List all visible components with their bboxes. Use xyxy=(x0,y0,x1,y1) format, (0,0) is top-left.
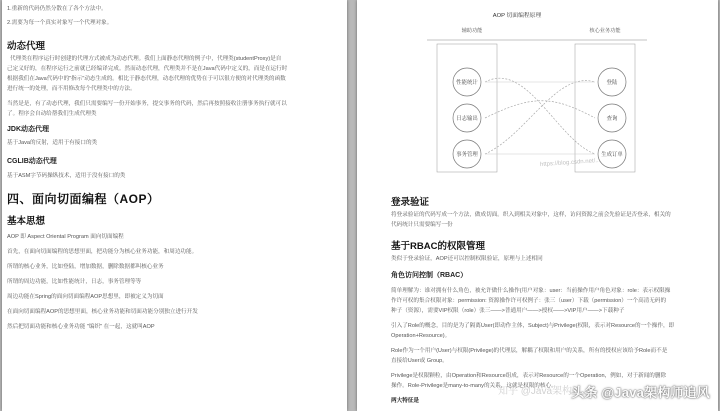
diagram-left-column-label: 辅助功能 xyxy=(461,28,483,34)
aop-line: 周边功能在Spring的面向切面编程AOP思想里，即被定义为切面 xyxy=(7,294,164,300)
rbac-footer-bold: 两大特征是 xyxy=(391,398,419,404)
diagram-node-label: 性能统计 xyxy=(456,80,478,86)
intro-line-2: 2.需要为每一个真实对象写一个代理对象。 xyxy=(7,20,113,26)
diagram-node-label: 查询 xyxy=(606,116,618,122)
aop-line: 所谓的周边功能，比如性能统计，日志，事务管理等等 xyxy=(7,279,142,285)
dynamic-proxy-heading: 动态代理 xyxy=(7,41,46,52)
intro-line-1: 1.重新的代码仍然分散在了各个方法中。 xyxy=(7,6,107,12)
rbac-paragraph-line: 引入了Role的概念，目的是为了隔离User(即动作主体，Subject)与Privilege(权限，表示对Resource的一个操作，即 xyxy=(391,323,675,329)
diagram-node-label: 生成订单 xyxy=(601,152,623,158)
rbac-paragraph-line: Operation+Resource)。 xyxy=(391,333,451,339)
aop-line: AOP 即 Aspect Oriental Program 面向切面编程 xyxy=(7,234,124,240)
diagram-title: AOP 切面编程原理 xyxy=(492,13,542,19)
login-heading: 登录验证 xyxy=(391,197,430,208)
aop-line: 首先，在面向切面编程的思想里面，把功能分为核心业务功能，和周边功能。 xyxy=(7,249,198,255)
cglib-proxy-heading: CGLIB动态代理 xyxy=(7,158,57,165)
rbac-paragraph-line: 种子（资源），需要VIP权限（role）张三——>普通用户——>授权——>VIP用户——>下载种子 xyxy=(391,308,625,314)
diagram-node-label: 登陆 xyxy=(606,80,618,86)
dynamic-proxy-paragraph-line: 进行统一的处理，而不用修改每个代理类中的方法。 xyxy=(7,86,136,92)
rbac-paragraph-line: 简单理解为：谁对拥有什么角色，被允许做什么操作(用户对象：user：当前操作用户角色对象：role：表示权限操 xyxy=(391,288,671,294)
rbac-heading: 基于RBAC的权限管理 xyxy=(391,241,485,252)
rbac-line: 类似于登录验证，AOP还可以控制权限验证，原理与上述相同 xyxy=(391,256,543,262)
diagram-right-column-label: 核心业务功能 xyxy=(589,28,621,34)
dynamic-proxy-summary-line: 了。程序会自动给帮我们生成代理类 xyxy=(7,111,97,117)
diagram-connector xyxy=(485,81,595,154)
author-watermark: 头条 @Java架构师追风 xyxy=(571,385,710,400)
diagram-url-watermark: https://blog.csdn.net/... xyxy=(539,157,601,169)
rbac-subheading: 角色访问控制（RBAC） xyxy=(391,272,468,279)
rbac-paragraph-line: 作许可权的集合权限对象：permission: 资源操作许可权例子：张三（user）下载（permission）一个高清无码的 xyxy=(391,298,667,304)
diagram-node-label: 日志输出 xyxy=(456,116,478,122)
dynamic-proxy-paragraph-line: 代理类在程序运行时创建的代理方式被成为动态代理。我们上面静态代理的例子中，代理类(studentProxy)是自 xyxy=(10,56,282,62)
jdk-proxy-heading: JDK动态代理 xyxy=(7,126,50,133)
aop-heading: 四、面向切面编程（AOP） xyxy=(7,192,160,206)
aop-basic-idea-heading: 基本思想 xyxy=(7,216,46,227)
dynamic-proxy-paragraph-line: 根据我们在Java代码中的"指示"动态生成的。相比于静态代理，动态代理的优势在于可以很方便的对代理类的函数 xyxy=(7,76,286,82)
jdk-proxy-text: 基于Java的反射，适用于有接口的类 xyxy=(7,140,98,146)
left-document-page xyxy=(2,0,347,411)
aop-line: 在面向切面编程AOP的思想里面，核心业务功能和切面功能分别独立进行开发 xyxy=(7,309,198,315)
diagram-node-label: 事务管理 xyxy=(456,152,478,158)
dynamic-proxy-paragraph-line: 己定义好的，在程序运行之前就已经编译完成。然而动态代理，代理类并不是在Java代码中定义的，而是在运行时 xyxy=(7,66,288,72)
cglib-proxy-text: 基于ASM字节码操纵技术，适用于没有接口的类 xyxy=(7,173,126,179)
aop-diagram xyxy=(357,0,718,185)
diagram-connector xyxy=(485,78,595,154)
rbac-paragraph-line: Privilege是权限颗粒，由Operation和Resource组成，表示对Resource的一个Operation，例如，对于新闻的删除 xyxy=(391,373,667,379)
login-line: 将登录验证的代码写成一个方法，做成切面。织入到相关对象中，这样，访问资源之前会先验证是否登录，相关的 xyxy=(391,212,671,218)
rbac-paragraph-line: 直接给User或 Group。 xyxy=(391,358,448,364)
dynamic-proxy-summary-line: 当然是是，有了动态代理，我们只需要编写一份开始事务，提交事务的代码，然后再按照接收注册事务执行就可以 xyxy=(7,101,287,107)
right-document-page xyxy=(357,0,718,411)
rbac-paragraph-line: 操作。Role-Privilege是many-to-many的关系，这就是权限的核心。 xyxy=(391,383,557,389)
aop-line: 所谓的核心业务，比如登陆，增加数据，删除数据都叫核心业务 xyxy=(7,264,164,270)
rbac-paragraph-line: Role作为一个用户(User)与权限(Privilege)的代理层，解耦了权限和用户的关系，所有的授权应该给予Role而不是 xyxy=(391,348,668,354)
aop-line: 然后把切面功能和核心业务功能 "编织" 在一起，这就叫AOP xyxy=(7,324,155,330)
login-line: 代码统计只需要编写一份 xyxy=(391,222,453,228)
faint-watermark: 知乎 @Java架构 xyxy=(498,386,573,397)
